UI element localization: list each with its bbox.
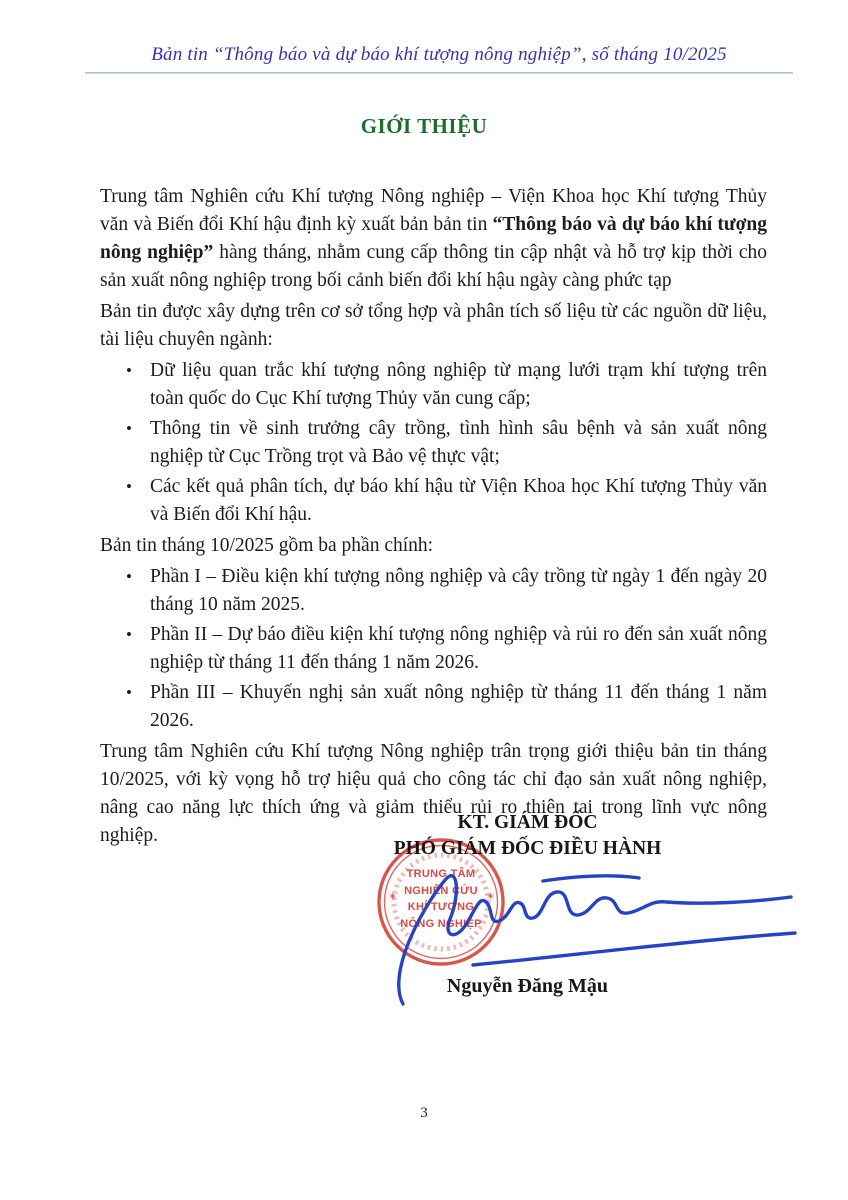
paragraph-parts-lead: Bản tin tháng 10/2025 gồm ba phần chính:: [100, 535, 434, 556]
list-item: • Phần I – Điều kiện khí tượng nông nghiệp và cây trồng từ ngày 1 đến ngày 20 tháng 10 năm 2025.: [150, 563, 767, 619]
stamp-star-icon: ✶: [486, 891, 496, 903]
stamp-text-line: TRUNG TÂM: [406, 868, 476, 880]
stamp-text-line: KHÍ TƯỢNG: [407, 901, 475, 913]
paragraph-intro-post: hàng tháng, nhằm cung cấp thông tin cập nhật và hỗ trợ kịp thời cho sản xuất nông nghiệp trong bối cảnh biến đổi khí hậu ngày càng phức tạp: [100, 242, 767, 291]
paragraph-intro: [100, 183, 767, 295]
bulletin-name-bold: “Thông báo và dự báo khí tượng nông nghiệp”: [100, 214, 767, 263]
list-item: • Các kết quả phân tích, dự báo khí hậu từ Viện Khoa học Khí tượng Thủy văn và Biến đổi Khí hậu.: [150, 473, 767, 529]
header-divider-line: [85, 72, 793, 74]
running-header: Bản tin “Thông báo và dự báo khí tượng nông nghiệp”, số tháng 10/2025: [151, 44, 727, 65]
sources-list: [100, 357, 767, 529]
paragraph-sources-lead: Bản tin được xây dựng trên cơ sở tổng hợp và phân tích số liệu từ các nguồn dữ liệu, tài liệu chuyên ngành:: [100, 301, 767, 350]
parts-list: [100, 563, 767, 735]
stamp-star-icon: ✶: [388, 891, 398, 903]
stamp-text-line: NGHIÊN CỨU: [404, 884, 478, 897]
stamp-text-line: NÔNG NGHIỆP: [400, 917, 482, 930]
document-body: [100, 183, 767, 853]
paragraph-intro-pre: Trung tâm Nghiên cứu Khí tượng Nông nghiệp – Viện Khoa học Khí tượng Thủy văn và Biến đổi Khí hậu định kỳ xuất bản bản tin: [100, 186, 767, 235]
list-item: • Phần III – Khuyến nghị sản xuất nông nghiệp từ tháng 11 đến tháng 1 năm 2026.: [150, 679, 767, 735]
paragraph-closing: Trung tâm Nghiên cứu Khí tượng Nông nghiệp trân trọng giới thiệu bản tin tháng 10/2025, với kỳ vọng hỗ trợ hiệu quả cho công tác chỉ đạo sản xuất nông nghiệp, nâng cao năng lực thích ứng và giảm thiểu rủi ro thiên tai trong lĩnh vực nông nghiệp.: [100, 741, 767, 846]
list-item: • Phần II – Dự báo điều kiện khí tượng nông nghiệp và rủi ro đến sản xuất nông nghiệp từ tháng 11 đến tháng 1 năm 2026.: [150, 621, 767, 677]
handwritten-signature: [385, 852, 810, 1012]
list-item: • Dữ liệu quan trắc khí tượng nông nghiệp từ mạng lưới trạm khí tượng trên toàn quốc do Cục Khí tượng Thủy văn cung cấp;: [150, 357, 767, 413]
page-title: GIỚI THIỆU: [360, 114, 488, 138]
signer-name: Nguyễn Đăng Mậu: [446, 975, 609, 997]
page-number: 3: [420, 1105, 428, 1121]
list-item: • Thông tin về sinh trưởng cây trồng, tình hình sâu bệnh và sản xuất nông nghiệp từ Cục Trồng trọt và Bảo vệ thực vật;: [150, 415, 767, 471]
signer-role-line2: PHÓ GIÁM ĐỐC ĐIỀU HÀNH: [393, 838, 662, 859]
signer-role-line1: KT. GIÁM ĐỐC: [457, 812, 598, 833]
